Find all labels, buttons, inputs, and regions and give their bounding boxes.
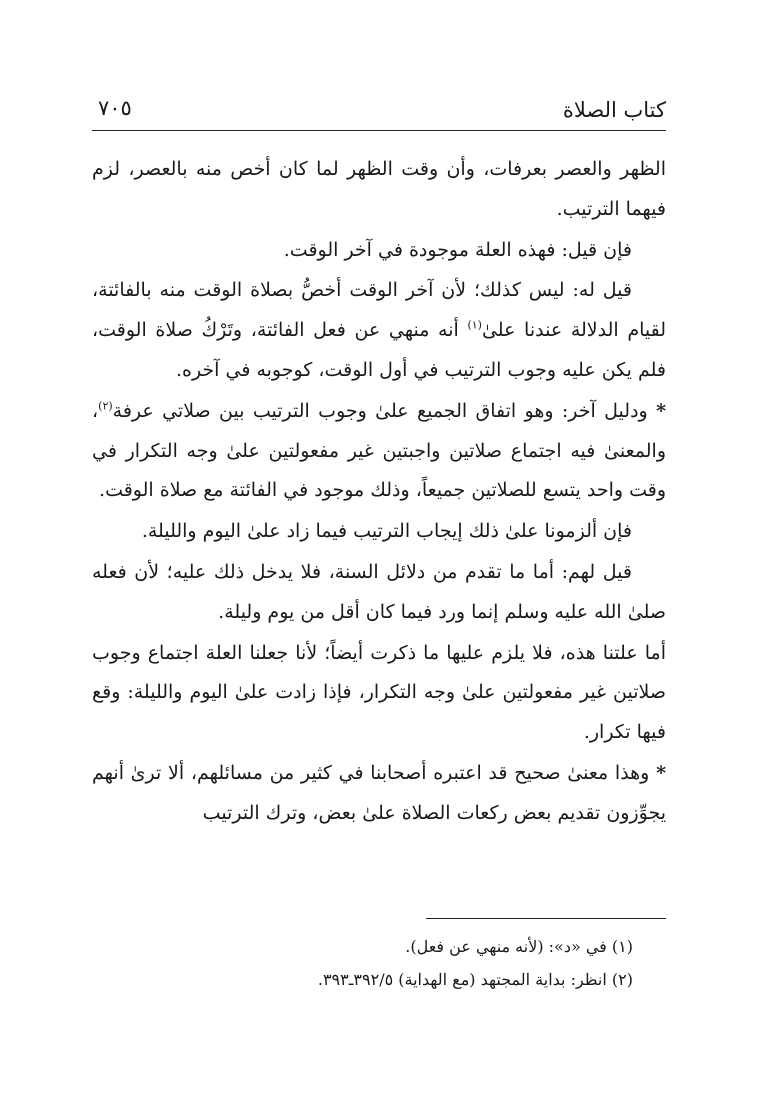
- paragraph-7: أما علتنا هذه، فلا يلزم عليها ما ذكرت أيضاً؛ لأنا جعلنا العلة اجتماع وجوب صلاتين غير مفعولتين علىٰ وجه التكرار، فإذا زادت علىٰ اليوم والليلة: وقع فيها تكرار.: [92, 641, 666, 744]
- paragraph-6: قيل لهم: أما ما تقدم من دلائل السنة، فلا يدخل ذلك عليه؛ لأن فعله صلىٰ الله عليه وسلم إنما ورد فيما كان أقل من يوم وليلة.: [92, 560, 666, 623]
- footnote-separator: [426, 918, 666, 919]
- paragraph-8: * وهذا معنىٰ صحيح قد اعتبره أصحابنا في كثير من مسائلهم، ألا ترىٰ أنهم يجوِّزون تقديم بعض ركعات الصلاة علىٰ بعض، وترك الترتيب: [92, 761, 666, 824]
- paragraph-3: قيل له: ليس كذلك؛ لأن آخر الوقت أخصُّ بصلاة الوقت منه بالفائتة، لقيام الدلالة عندنا علىٰ$^{(١)}$ أنه منهي عن فعل الفائتة، وتَرْكُ صلاة الوقت، فلم يكن عليه وجوب الترتيب في أول الوقت، كوجوبه في آخره.: [92, 279, 667, 381]
- chapter-title: كتاب الصلاة: [562, 98, 666, 122]
- footnote-2: (٢) انظر: بداية المجتهد (مع الهداية) ٣٩٢/٥ـ٣٩٣.: [317, 970, 633, 989]
- asterisk-icon: *: [656, 399, 666, 422]
- footnote-ref-1[interactable]: (١): [467, 318, 482, 332]
- paragraph-5: فإن ألزمونا علىٰ ذلك إيجاب الترتيب فيما زاد علىٰ اليوم والليلة.: [141, 520, 632, 543]
- paragraph-1: الظهر والعصر بعرفات، وأن وقت الظهر لما كان أخص منه بالعصر، لزم فيهما الترتيب.: [92, 158, 666, 220]
- paragraph-4: * ودليل آخر: وهو اتفاق الجميع علىٰ وجوب الترتيب بين صلاتي عرفة$^{(٢)}$، والمعنىٰ فيه اجتماع صلاتين واجبتين غير مفعولتين علىٰ وجه التكرار في وقت واحد يتسع للصلاتين جميعاً، وذلك موجود في الفائتة مع صلاة الوقت.: [92, 399, 666, 502]
- main-text: [92, 150, 666, 835]
- page-number: ٧٠٥: [98, 96, 132, 120]
- footnote-ref-2[interactable]: (٢): [98, 399, 113, 413]
- footnote-1: (١) في «د»: (لأنه منهي عن فعل).: [405, 937, 633, 956]
- footnotes: [92, 930, 633, 996]
- asterisk-icon: *: [656, 761, 666, 784]
- paragraph-2: فإن قيل: فهذه العلة موجودة في آخر الوقت.: [283, 238, 632, 261]
- page-header: [92, 96, 666, 131]
